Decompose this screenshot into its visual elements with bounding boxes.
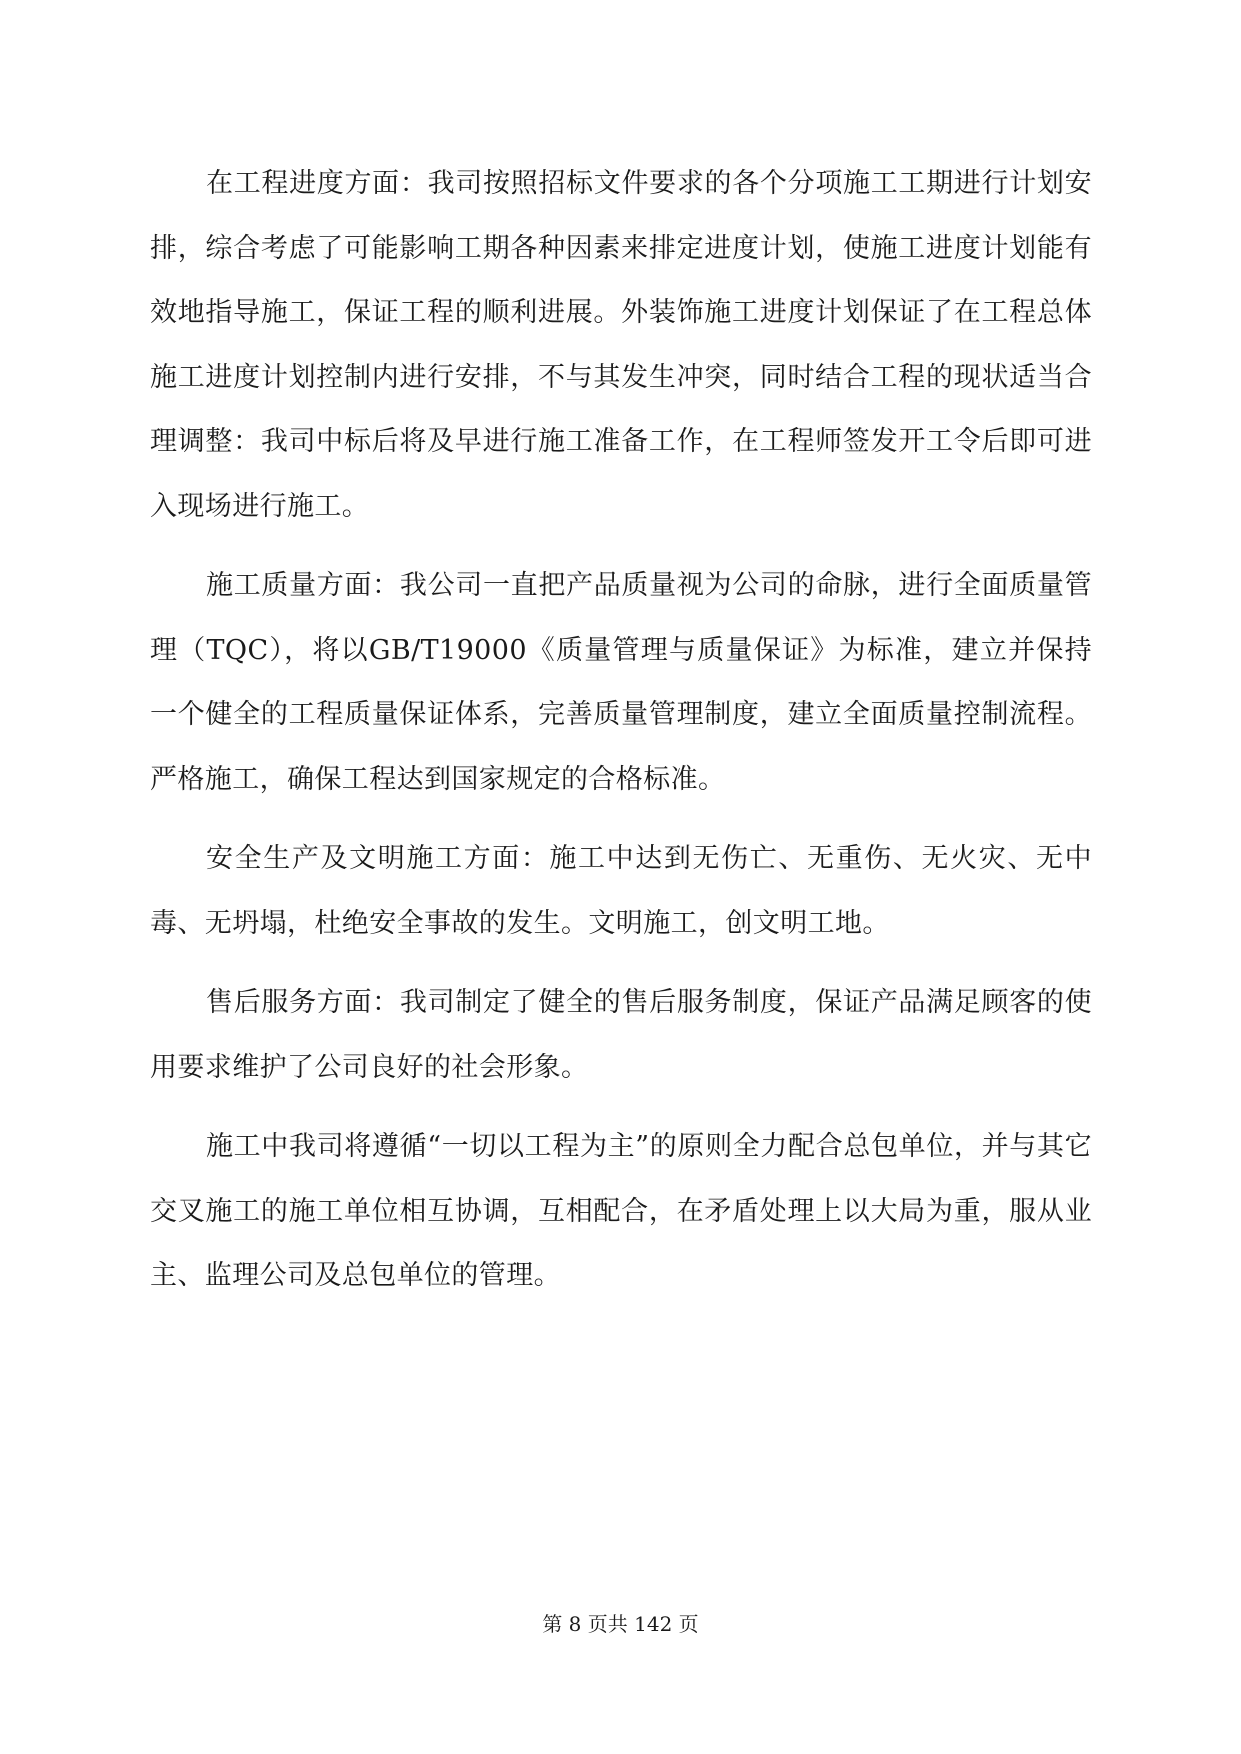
paragraph-after-sales: 售后服务方面：我司制定了健全的售后服务制度，保证产品满足顾客的使用要求维护了公司良好的社会形象。 bbox=[150, 987, 1092, 1083]
paragraph-coordination: 施工中我司将遵循“一切以工程为主”的原则全力配合总包单位，并与其它交叉施工的施工单位相互协调，互相配合，在矛盾处理上以大局为重，服从业主、监理公司及总包单位的管理。 bbox=[150, 1131, 1092, 1291]
page-number: 第 8 页共 142 页 bbox=[542, 1612, 699, 1636]
document-body bbox=[150, 152, 1092, 1324]
paragraph-safety: 安全生产及文明施工方面：施工中达到无伤亡、无重伤、无火灾、无中毒、无坍塌，杜绝安全事故的发生。文明施工，创文明工地。 bbox=[150, 843, 1092, 939]
paragraph-schedule: 在工程进度方面：我司按照招标文件要求的各个分项施工工期进行计划安排，综合考虑了可能影响工期各种因素来排定进度计划，使施工进度计划能有效地指导施工，保证工程的顺利进展。外装饰施工进度计划保证了在工程总体施工进度计划控制内进行安排，不与其发生冲突，同时结合工程的现状适当合理调整：我司中标后将及早进行施工准备工作，在工程师签发开工令后即可进入现场进行施工。 bbox=[150, 168, 1092, 522]
paragraph-quality: 施工质量方面：我公司一直把产品质量视为公司的命脉，进行全面质量管理（TQC），将以GB/T19000《质量管理与质量保证》为标准，建立并保持一个健全的工程质量保证体系，完善质量管理制度，建立全面质量控制流程。严格施工，确保工程达到国家规定的合格标准。 bbox=[150, 570, 1092, 795]
